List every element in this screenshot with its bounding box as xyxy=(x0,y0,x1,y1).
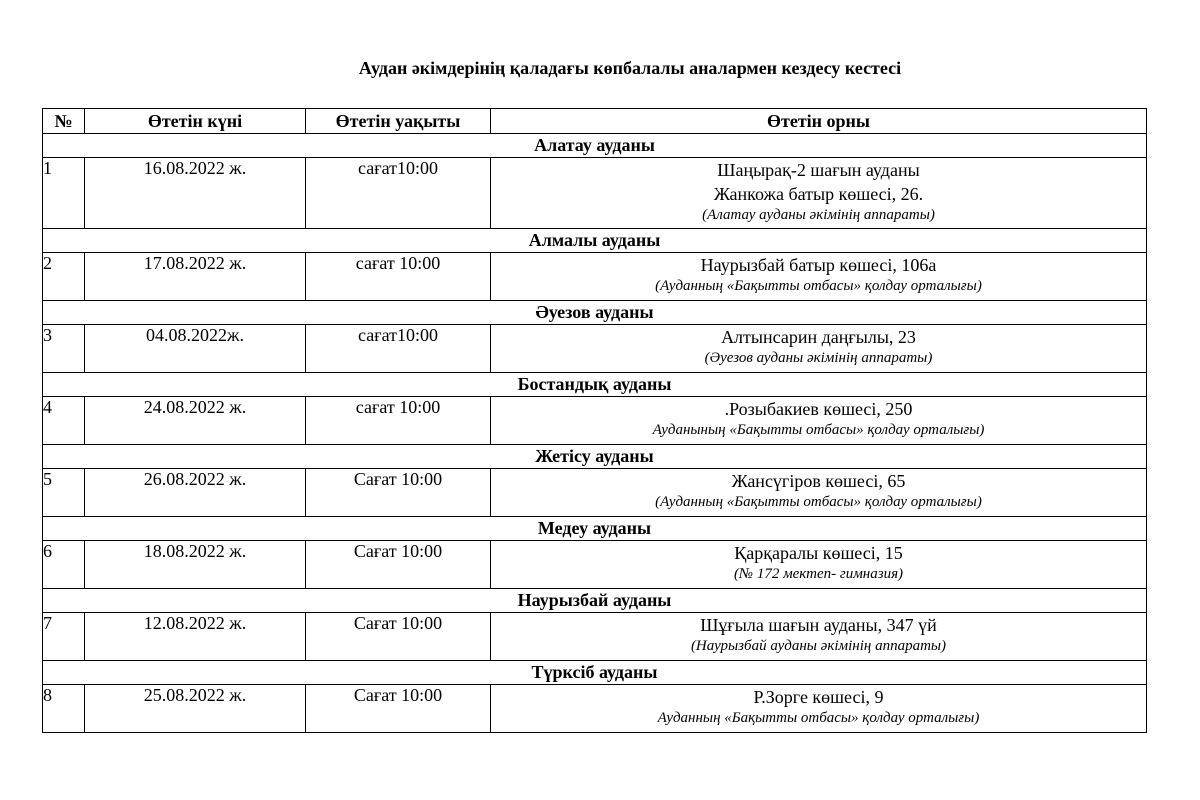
place-line: Қарқаралы көшесі, 15 xyxy=(734,543,903,563)
meeting-date: 04.08.2022ж. xyxy=(85,325,306,373)
place-line: Жанкожа батыр көшесі, 26. xyxy=(713,184,924,204)
meeting-place xyxy=(491,397,1147,445)
district-name: Алатау ауданы xyxy=(43,134,1147,158)
place-note: (Ауданның «Бақытты отбасы» қолдау орталығы) xyxy=(655,494,982,510)
district-name: Медеу ауданы xyxy=(43,517,1147,541)
district-name: Түрксіб ауданы xyxy=(43,661,1147,685)
header-date: Өтетін күні xyxy=(85,109,306,134)
place-line: Алтынсарин даңғылы, 23 xyxy=(721,327,916,347)
place-note: (Ауданның «Бақытты отбасы» қолдау орталығы) xyxy=(655,278,982,294)
district-row xyxy=(43,373,1147,397)
row-number: 6 xyxy=(43,541,85,589)
header-num: № xyxy=(43,109,85,134)
district-name: Әуезов ауданы xyxy=(43,301,1147,325)
document-title: Аудан әкімдерінің қаладағы көпбалалы аналармен кездесу кестесі xyxy=(358,58,902,78)
row-number: 4 xyxy=(43,397,85,445)
district-name: Жетісу ауданы xyxy=(43,445,1147,469)
meeting-time: Сағат 10:00 xyxy=(306,613,491,661)
schedule-table xyxy=(42,108,1147,733)
row-number: 5 xyxy=(43,469,85,517)
place-line: Жансүгіров көшесі, 65 xyxy=(731,471,906,491)
header-place: Өтетін орны xyxy=(491,109,1147,134)
meeting-place xyxy=(491,541,1147,589)
row-number: 1 xyxy=(43,158,85,229)
meeting-place xyxy=(491,253,1147,301)
meeting-time: сағат 10:00 xyxy=(306,253,491,301)
place-line: Р.Зорге көшесі, 9 xyxy=(753,687,884,707)
meeting-date: 25.08.2022 ж. xyxy=(85,685,306,733)
meeting-date: 26.08.2022 ж. xyxy=(85,469,306,517)
meeting-place xyxy=(491,613,1147,661)
district-row xyxy=(43,301,1147,325)
place-line: Шұғыла шағын ауданы, 347 үй xyxy=(700,615,937,635)
table-row xyxy=(43,541,1147,589)
district-row xyxy=(43,229,1147,253)
meeting-date: 17.08.2022 ж. xyxy=(85,253,306,301)
place-note: (№ 172 мектеп- гимназия) xyxy=(733,566,904,582)
meeting-time: Сағат 10:00 xyxy=(306,685,491,733)
meeting-time: Сағат 10:00 xyxy=(306,469,491,517)
meeting-place xyxy=(491,685,1147,733)
district-row xyxy=(43,134,1147,158)
table-row xyxy=(43,253,1147,301)
row-number: 7 xyxy=(43,613,85,661)
meeting-date: 16.08.2022 ж. xyxy=(85,158,306,229)
meeting-time: сағат10:00 xyxy=(306,158,491,229)
place-note: Ауданның «Бақытты отбасы» қолдау орталығы) xyxy=(657,710,980,726)
meeting-time: Сағат 10:00 xyxy=(306,541,491,589)
table-row xyxy=(43,469,1147,517)
table-row xyxy=(43,613,1147,661)
district-name: Алмалы ауданы xyxy=(43,229,1147,253)
meeting-time: сағат10:00 xyxy=(306,325,491,373)
place-note: (Алатау ауданы әкімінің аппараты) xyxy=(702,207,935,223)
meeting-date: 18.08.2022 ж. xyxy=(85,541,306,589)
row-number: 3 xyxy=(43,325,85,373)
row-number: 2 xyxy=(43,253,85,301)
meeting-place xyxy=(491,158,1147,229)
place-line: Шаңырақ-2 шағын ауданы xyxy=(717,160,920,180)
table-row xyxy=(43,397,1147,445)
meeting-place xyxy=(491,469,1147,517)
place-note: Ауданының «Бақытты отбасы» қолдау орталығы) xyxy=(652,422,985,438)
meeting-time: сағат 10:00 xyxy=(306,397,491,445)
district-name: Наурызбай ауданы xyxy=(43,589,1147,613)
table-row xyxy=(43,325,1147,373)
district-row xyxy=(43,661,1147,685)
district-row xyxy=(43,445,1147,469)
meeting-date: 12.08.2022 ж. xyxy=(85,613,306,661)
table-row xyxy=(43,158,1147,229)
district-name: Бостандық ауданы xyxy=(43,373,1147,397)
district-row xyxy=(43,517,1147,541)
place-note: (Әуезов ауданы әкімінің аппараты) xyxy=(704,350,933,366)
row-number: 8 xyxy=(43,685,85,733)
place-line: Наурызбай батыр көшесі, 106а xyxy=(700,255,937,275)
meeting-place xyxy=(491,325,1147,373)
header-time: Өтетін уақыты xyxy=(306,109,491,134)
place-note: (Наурызбай ауданы әкімінің аппараты) xyxy=(690,638,947,654)
place-line: .Розыбакиев көшесі, 250 xyxy=(724,399,913,419)
district-row xyxy=(43,589,1147,613)
header-row xyxy=(43,109,1147,134)
schedule-body xyxy=(43,134,1147,733)
table-row xyxy=(43,685,1147,733)
meeting-date: 24.08.2022 ж. xyxy=(85,397,306,445)
